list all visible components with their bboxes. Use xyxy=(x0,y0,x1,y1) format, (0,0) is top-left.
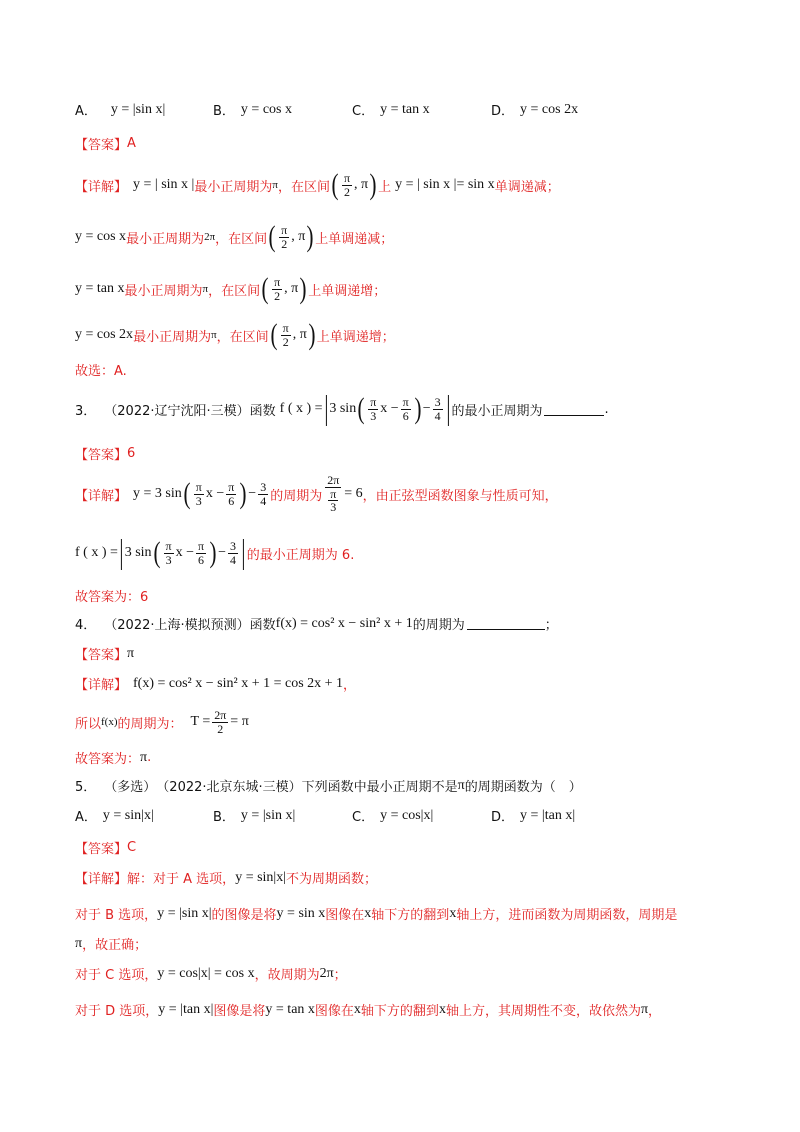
math-expr: y = | sin x |= sin x xyxy=(395,177,495,192)
q2-choose xyxy=(75,360,127,379)
q5-option-d xyxy=(491,806,575,825)
math-expr: y = sin x xyxy=(276,905,326,921)
option-label: D． xyxy=(491,810,515,825)
frac-den: 3 xyxy=(330,500,337,515)
text: 的图像是将 xyxy=(211,908,277,923)
q2-detail-line-3: y = tan x 最小正周期为 π ，在区间 ( $\frac{\pi}{2}$ , π ) 上单调递增； xyxy=(75,272,387,305)
q5-option-a xyxy=(75,806,154,825)
text: 轴下方的翻到 xyxy=(360,1004,439,1019)
math-expr: f(x) xyxy=(101,716,118,728)
q2-option-b xyxy=(213,100,292,119)
text: 图像是将 xyxy=(213,1004,266,1019)
q5-detail-line-3 xyxy=(75,934,147,953)
option-expr: y = tan x xyxy=(380,101,430,117)
option-label: A． xyxy=(75,104,97,119)
math-expr: x xyxy=(449,905,457,921)
text: 对于 B 选项， xyxy=(75,908,158,923)
math-expr: T = xyxy=(190,714,211,729)
math-expr: y = tan x xyxy=(265,1001,315,1017)
text: 对于 C 选项， xyxy=(75,968,158,983)
q2-option-c xyxy=(352,100,430,119)
math-expr: y = cos|x| = cos x xyxy=(157,965,255,981)
text: 最小正周期为 xyxy=(133,329,212,345)
question-source: （2022·北京东城·三模） xyxy=(156,780,302,795)
answer-tag: 【答案】 xyxy=(75,448,128,463)
option-label: A． xyxy=(75,810,97,825)
text: 图像在 xyxy=(325,908,365,923)
math-expr: x xyxy=(364,905,372,921)
option-expr: y = |sin x| xyxy=(110,101,166,117)
math-expr: x − xyxy=(380,401,399,416)
frac-den: 2 xyxy=(343,184,350,199)
math-expr: y = |tan x| xyxy=(158,1001,214,1017)
math-period: π xyxy=(211,329,217,341)
text: 上单调递增； xyxy=(316,329,395,345)
text: 不为周期函数； xyxy=(286,872,378,887)
option-label: C． xyxy=(352,810,375,825)
frac-den: 6 xyxy=(402,408,409,423)
answer-blank[interactable] xyxy=(467,617,545,630)
answer-value: C xyxy=(127,840,137,855)
question-4 xyxy=(75,614,558,633)
math-expr: y = cos x xyxy=(75,229,127,244)
text: 最小正周期为 xyxy=(194,179,273,195)
math-expr: y = 3 sin xyxy=(133,486,182,501)
math-expr: y = tan x xyxy=(75,281,125,296)
text: 解：对于 A 选项， xyxy=(127,872,236,887)
q4-final xyxy=(75,748,151,767)
text: ， xyxy=(343,678,357,693)
answer-value: 6 xyxy=(127,446,136,461)
q2-detail-line-2: y = cos x 最小正周期为 2π ，在区间 ( $\frac{\pi}{2}$ , π ) 上单调递减； xyxy=(75,220,394,253)
option-expr: y = cos 2x xyxy=(520,101,579,117)
text: 函数 xyxy=(249,403,276,419)
text: 对于 D 选项， xyxy=(75,1004,159,1019)
math-expr: f ( x ) = xyxy=(75,545,118,560)
text: 的最小正周期为 xyxy=(451,403,543,419)
question-5 xyxy=(75,776,582,795)
text: 轴上方，其周期性不变，故依然为 xyxy=(445,1004,641,1019)
math-expr: 3 sin xyxy=(329,401,357,416)
answer-value: A xyxy=(127,136,136,151)
math-expr: f ( x ) = xyxy=(279,401,323,416)
answer-tag: 【答案】 xyxy=(75,842,128,857)
text: 的周期为 xyxy=(412,618,465,633)
q5-option-b xyxy=(213,806,295,825)
q3-answer xyxy=(75,444,135,463)
text: 单调递减； xyxy=(494,179,560,195)
answer-blank[interactable] xyxy=(544,403,604,416)
q5-detail-line-4 xyxy=(75,964,347,983)
frac-den: 4 xyxy=(434,408,441,423)
frac-num: π xyxy=(370,394,377,409)
text: 函数 xyxy=(249,618,276,633)
math-period: π xyxy=(272,179,278,191)
q2-detail-line-1: 【详解】 y = | sin x | 最小正周期为 π ，在区间 ( $\frac{\pi}{2}$ , π ) 上 y = | sin x |= sin x 单调递减； xyxy=(75,168,560,201)
frac-num: π xyxy=(330,486,337,501)
math-expr: y = sin|x| xyxy=(235,869,287,885)
math-expr: x xyxy=(353,1001,361,1017)
detail-tag: 【详解】 xyxy=(75,872,128,887)
q2-option-d xyxy=(491,100,578,119)
text: 所以 xyxy=(75,716,102,732)
question-tag: （多选） xyxy=(104,780,157,795)
text: 故答案为： xyxy=(75,752,141,767)
text: ，故正确； xyxy=(82,938,148,953)
frac-den: 2 xyxy=(217,721,224,736)
text: 故选：A. xyxy=(75,364,127,379)
option-label: D． xyxy=(491,104,515,119)
detail-tag: 【详解】 xyxy=(75,488,128,504)
math-expr: f(x) = cos² x − sin² x + 1 xyxy=(275,615,413,631)
question-3: 3． （2022·辽宁沈阳·三模） 函数 f ( x ) = | 3 sin ( $\frac{\pi}{3}$ x − $\frac{\pi}{6}$ ) − $\frac{3}{4}$ | 的最小正周期为 . xyxy=(75,390,609,427)
math-expr: 2π xyxy=(319,965,334,981)
text: 上 xyxy=(378,179,392,195)
text: ， xyxy=(648,1004,662,1019)
text: ，故周期为 xyxy=(254,968,320,983)
option-label: B． xyxy=(213,104,235,119)
math-expr: y = |sin x| xyxy=(157,905,212,921)
text: 的最小正周期为 6. xyxy=(246,547,355,563)
math-expr: , π xyxy=(354,177,369,192)
q4-answer xyxy=(75,644,134,663)
option-expr: y = |sin x| xyxy=(240,807,296,823)
frac-den: 3 xyxy=(370,408,377,423)
text: 图像在 xyxy=(314,1004,354,1019)
text: ； xyxy=(333,968,347,983)
frac-num: 3 xyxy=(434,394,441,409)
q5-detail-line-1 xyxy=(75,868,377,887)
math-expr: y = | sin x | xyxy=(133,177,195,192)
answer-value: π xyxy=(127,645,135,661)
question-source: （2022·辽宁沈阳·三模） xyxy=(104,403,250,419)
option-label: C． xyxy=(352,104,375,119)
q5-detail-line-5 xyxy=(75,1000,661,1019)
math-expr: π xyxy=(457,777,465,793)
text: 的周期为 xyxy=(270,488,323,504)
frac-num: π xyxy=(343,170,351,185)
text: ，在区间 xyxy=(277,179,330,195)
text: 的周期函数为（ ） xyxy=(464,780,582,795)
text: 的周期为： xyxy=(117,716,183,732)
math-expr: = π xyxy=(230,714,249,729)
option-label: B． xyxy=(213,810,235,825)
math-period: 2π xyxy=(204,231,216,243)
frac-num: 2π xyxy=(327,473,340,488)
text: . xyxy=(604,401,609,417)
math-period: π xyxy=(202,283,209,295)
math-op: − xyxy=(422,401,431,416)
text: ，在区间 xyxy=(215,231,268,247)
answer-tag: 【答案】 xyxy=(75,648,128,663)
option-expr: y = cos x xyxy=(240,101,292,117)
text: 轴上方，进而函数为周期函数，周期是 xyxy=(456,908,678,923)
option-expr: y = sin|x| xyxy=(102,807,154,823)
q5-option-c xyxy=(352,806,433,825)
text: 最小正周期为 xyxy=(126,231,205,247)
text: 轴下方的翻到 xyxy=(371,908,450,923)
option-expr: y = cos|x| xyxy=(380,807,434,823)
question-source: （2022·上海·模拟预测） xyxy=(104,618,250,633)
text: 上单调递增； xyxy=(308,283,387,299)
question-number: 4． xyxy=(75,618,97,633)
q2-option-a xyxy=(75,100,165,119)
q4-detail-line-1 xyxy=(75,674,356,693)
question-number: 5． xyxy=(75,780,97,795)
text: ，由正弦型函数图象与性质可知， xyxy=(362,488,558,504)
math-expr: π xyxy=(640,1001,649,1017)
q3-detail-line-2: f ( x ) = | 3 sin ( $\frac{\pi}{3}$ x − $\frac{\pi}{6}$ ) − $\frac{3}{4}$ | 的最小正周期为 6. xyxy=(75,534,355,571)
q3-detail-line-1: 【详解】 y = 3 sin ( $\frac{\pi}{3}$ x − $\frac{\pi}{6}$ ) − $\frac{3}{4}$ 的周期为 $\frac{2\pi}{\frac{\pi}{3}}$ = 6 ，由正弦型函数图象与性质可知， xyxy=(75,473,558,515)
math-expr: f(x) = cos² x − sin² x + 1 = cos 2x + 1 xyxy=(133,675,344,691)
option-expr: y = |tan x| xyxy=(520,807,576,823)
answer-tag: 【答案】 xyxy=(75,138,128,153)
q5-answer xyxy=(75,838,136,857)
math-expr: π xyxy=(140,749,148,765)
text: 故答案为：6 xyxy=(75,590,149,605)
detail-tag: 【详解】 xyxy=(75,678,128,693)
q5-detail-line-2 xyxy=(75,904,677,923)
text: 下列函数中最小正周期不是 xyxy=(301,780,458,795)
text: . xyxy=(147,750,152,765)
text: 最小正周期为 xyxy=(124,283,203,299)
q2-answer xyxy=(75,134,136,153)
detail-tag: 【详解】 xyxy=(75,179,128,195)
math-expr: x xyxy=(438,1001,446,1017)
q2-detail-line-4: y = cos 2x 最小正周期为 π ，在区间 ( $\frac{\pi}{2}$ , π ) 上单调递增； xyxy=(75,318,395,351)
text: ，在区间 xyxy=(216,329,269,345)
frac-num: 2π xyxy=(214,707,227,722)
q4-detail-line-2 xyxy=(75,702,249,742)
math-expr: y = cos 2x xyxy=(75,327,134,342)
q3-final xyxy=(75,586,148,605)
question-number: 3． xyxy=(75,403,97,419)
text: ； xyxy=(544,618,558,633)
text: 上单调递减； xyxy=(315,231,394,247)
text: ，在区间 xyxy=(208,283,261,299)
math-expr: = 6 xyxy=(344,486,363,501)
math-expr: π xyxy=(75,935,83,951)
